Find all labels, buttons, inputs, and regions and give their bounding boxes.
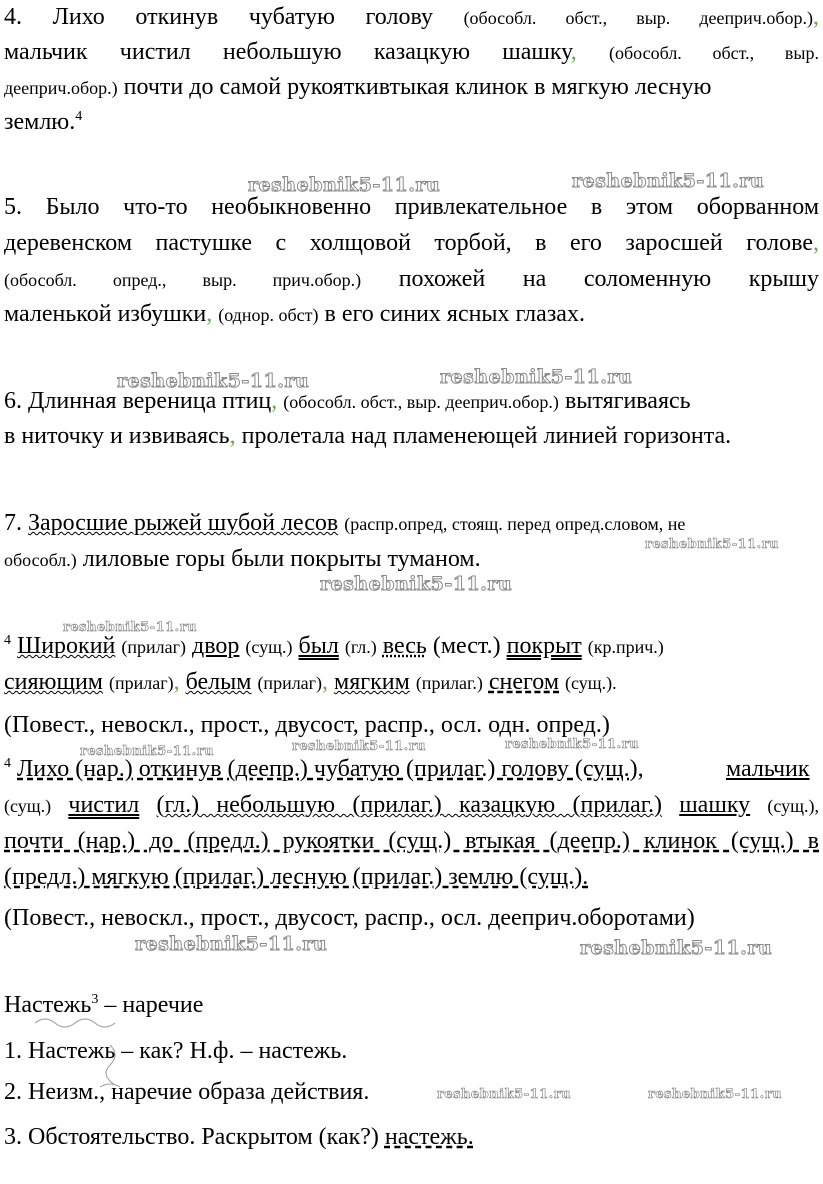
- watermark: reshebnik5-11.ru: [437, 1087, 572, 1102]
- footnote-1-line-2: сияющим (прилаг), белым (прилаг), мягким (прилаг.) снегом (сущ.).: [4, 669, 617, 695]
- watermark: reshebnik5-11.ru: [648, 1087, 783, 1102]
- adverb-item-2: 2. Неизм., наречие образа действия.: [4, 1079, 370, 1105]
- watermark: reshebnik5-11.ru: [580, 937, 773, 959]
- adverb-title: Настежь$^3$ – наречие: [4, 992, 204, 1018]
- adverb-item-3: 3. Обстоятельство. Раскрытом (как?) настежь.: [4, 1124, 474, 1150]
- s4-line-3: дееприч.обор.) почти до самой рукояткивтыкая клинок в мягкую лесную: [4, 74, 712, 100]
- footnote-2-summary: (Повест., невоскл., прост., двусост, распр., осл. дееприч.оборотами): [4, 905, 695, 931]
- footnote-2-line-3: почти (нар.) до (предл.) рукоятки (сущ.) втыкая (деепр.) клинок (сущ.) в: [4, 828, 819, 854]
- watermark: reshebnik5-11.ru: [248, 174, 441, 196]
- s5-line-4: маленькой избушки, (однор. обст) в его синих ясных глазах.: [4, 301, 585, 327]
- footnote-1-line-1: $^4$ Широкий (прилаг) двор (сущ.) был (гл.) весь (мест.) покрыт (кр.прич.): [4, 633, 664, 659]
- watermark: reshebnik5-11.ru: [135, 933, 328, 955]
- watermark: reshebnik5-11.ru: [645, 537, 780, 552]
- adverb-item-1: 1. Настежь – как? Н.ф. – настежь.: [4, 1038, 348, 1064]
- footnote-2-line-2: (сущ.) чистил (гл.) небольшую (прилаг.) казацкую (прилаг.) шашку (сущ.),: [4, 792, 819, 818]
- s6-line-1: 6. Длинная вереница птиц, (обособл. обст., выр. дееприч.обор.) вытягиваясь: [4, 388, 691, 414]
- watermark: reshebnik5-11.ru: [505, 737, 640, 752]
- watermark: reshebnik5-11.ru: [117, 370, 310, 392]
- watermark: reshebnik5-11.ru: [320, 573, 513, 595]
- footnote-2-line-1: $^4$ Лихо (нар.) откинув (деепр.) чубатую (прилаг.) голову (сущ.), мальчик: [4, 756, 810, 782]
- watermark: reshebnik5-11.ru: [572, 170, 765, 192]
- s5-line-3: (обособл. опред., выр. прич.обор.) похожей на соломенную крышу: [4, 266, 819, 292]
- s4-line-4: землю.$^4$: [4, 109, 83, 135]
- s4-line-2: мальчик чистил небольшую казацкую шашку, (обособл. обст., выр.: [4, 39, 819, 65]
- watermark: reshebnik5-11.ru: [80, 744, 215, 759]
- watermark: reshebnik5-11.ru: [440, 366, 633, 388]
- scribble-mark: [30, 1005, 140, 1115]
- watermark: reshebnik5-11.ru: [63, 620, 198, 635]
- footnote-1-summary: (Повест., невоскл., прост., двусост, распр., осл. одн. опред.): [4, 712, 610, 738]
- s5-line-1: 5. Было что-то необыкновенно привлекательное в этом оборванном: [4, 194, 819, 220]
- s6-line-2: в ниточку и извиваясь, пролетала над пламенеющей линией горизонта.: [4, 423, 732, 449]
- footnote-2-line-4: (предл.) мягкую (прилаг.) лесную (прилаг.) землю (сущ.).: [4, 864, 589, 890]
- s7-line-1: 7. Заросшие рыжей шубой лесов (распр.опред, стоящ. перед опред.словом, не: [4, 510, 686, 536]
- s4-line-1: 4. Лихо откинув чубатую голову (обособл. обст., выр. дееприч.обор.),: [4, 4, 819, 30]
- s5-line-2: деревенском пастушке с холщовой торбой, в его заросшей голове,: [4, 230, 819, 256]
- s7-line-2: обособл.) лиловые горы были покрыты туманом.: [4, 546, 481, 572]
- watermark: reshebnik5-11.ru: [292, 739, 427, 754]
